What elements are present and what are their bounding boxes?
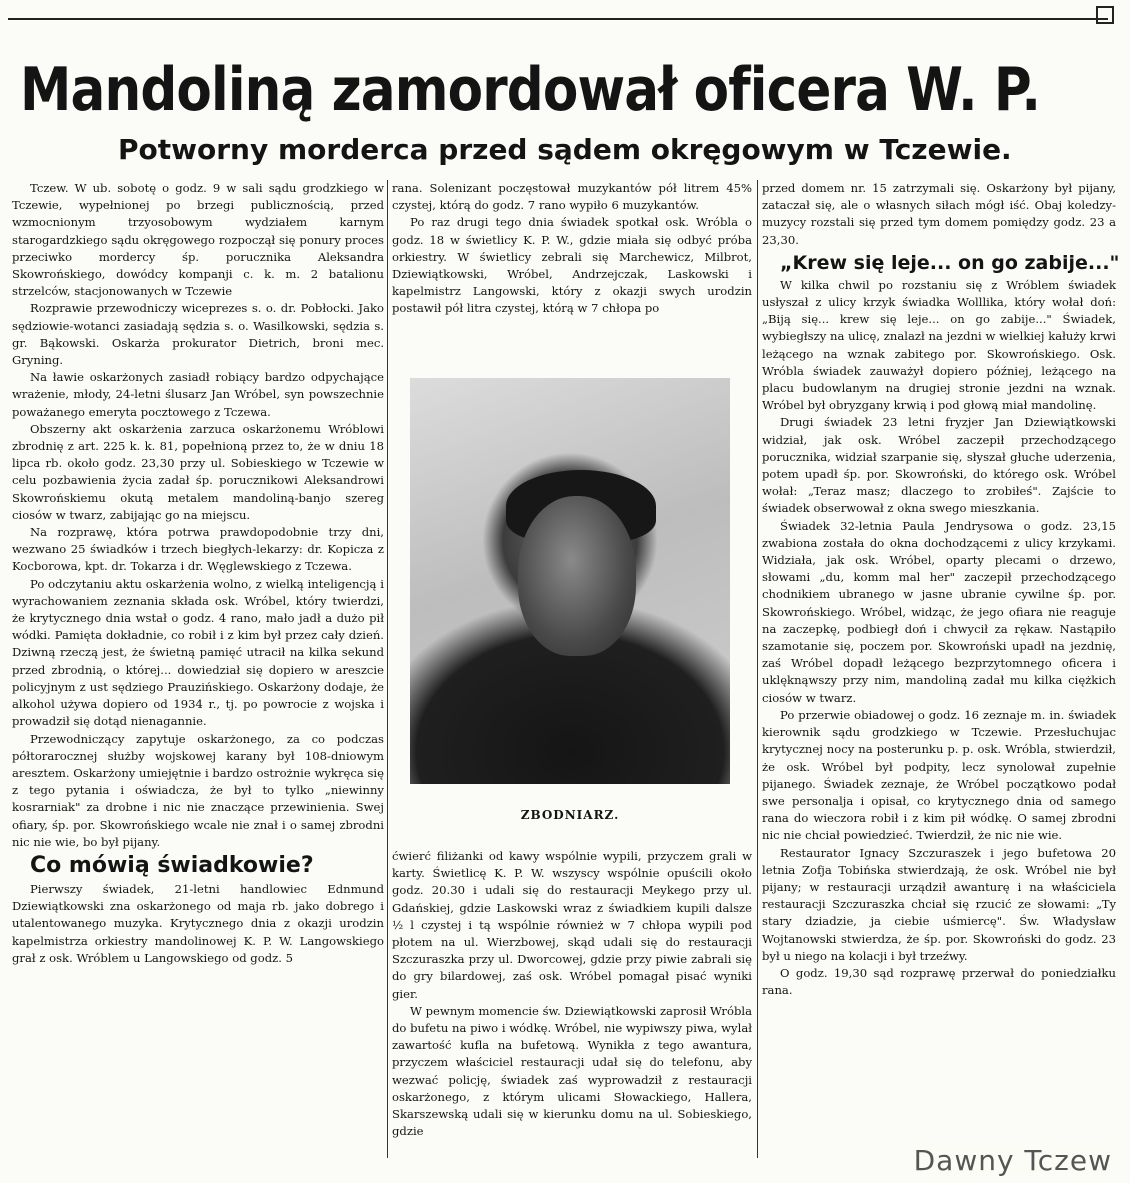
article-paragraph: W kilka chwil po rozstaniu się z Wróblem świadek usłyszał z ulicy krzyk świadka Wolllika, który wołał doń: „Biją się... krew się leje... on go zabije..." Świadek, wybiegłszy na ulicę, znalazł na jezdni w wielkiej kałuży krwi leżącego na wznak zabitego por. Skowrońskiego. Osk. Wróbla świadek zauważył dopiero później, leżącego na placu budowlanym na drugiej stronie jezdni na wznak. Wróbel był obryzgany krwią i pod głową miał mandolinę. [762,277,1116,413]
column-divider-2 [757,180,758,1158]
section-heading: Co mówią świadkowie? [30,852,314,878]
photo-face [518,496,636,656]
column-2-bottom [392,848,752,1140]
article-paragraph: Pierwszy świadek, 21-letni handlowiec Ednmund Dziewiątkowski zna oskarżonego od maja rb. jako dobrego i utalentowanego muzyka. Krytycznego dnia z okazji urodzin kapelmistrza orkiestry mandolinowej K. P. W. Langowskiego grał z osk. Wróblem u Langowskiego od godz. 5 [12,881,384,965]
column-3 [762,180,1120,999]
article-paragraph: O godz. 19,30 sąd rozprawę przerwał do poniedziałku rana. [762,965,1116,998]
article-paragraph: Drugi świadek 23 letni fryzjer Jan Dziewiątkowski widział, jak osk. Wróbel zaczepił przechodzącego porucznika, widział szarpanie się, słyszał głuche uderzenia, potem upadł śp. por. Skowroński, do którego osk. Wróbel wołał: „Teraz masz; dlaczego to zrobiłeś". Zajście to świadek obserwował z okna swego mieszkania. [762,415,1116,516]
article-paragraph: Obszerny akt oskarżenia zarzuca oskarżonemu Wróblowi zbrodnię z art. 225 k. k. 81, popełnioną przez to, że w dniu 18 lipca rb. około godz. 23,30 przy ul. Sobieskiego w Tczewie w celu pozbawienia życia zadał śp. porucznikowi Aleksandrowi Skowrońskiemu okutą metalem mandoliną-banjo szereg ciosów w twarz, zabijając go na miejscu. [12,421,384,522]
top-rule [8,18,1108,20]
photo-caption: ZBODNIARZ. [520,808,620,822]
column-2-top [392,180,752,318]
article-paragraph: Przewodniczący zapytuje oskarżonego, za co podczas półtorarocznej służby wojskowej karany był 108-dniowym aresztem. Oskarżony umiejętnie i bardzo ostrożnie wykręca się z tego pytania i oświadcza, że był to tylko „niewinny kosrarniak" za drobne i nic nie znaczące przewinienia. Swej ofiary, śp. por. Skowrońskiego wcale nie znał i o samej zbrodni nic nie wie, bo był pijany. [12,731,384,849]
article-paragraph: Na ławie oskarżonych zasiadł robiący bardzo odpychające wrażenie, młody, 24-letni ślusarz Jan Wróbel, syn powszechnie poważanego emeryta pocztowego z Tczewa. [12,370,384,419]
column-1 [12,180,384,967]
article-paragraph: Rozprawie przewodniczy wiceprezes s. o. dr. Pobłocki. Jako sędziowie-wotanci zasiadają sędzia s. o. Wasilkowski, sędzia s. gr. Bąkowski. Oskarża prokurator Dietrich, broni mec. Gryning. [12,301,384,368]
article-paragraph: Tczew. W ub. sobotę o godz. 9 w sali sądu grodzkiego w Tczewie, wypełnionej po brzegi publicznością, przed wzmocnionym trzyosobowym wydziałem karnym starogardzkiego sądu okręgowego rozpoczął się ponury proces przeciwko mordercy śp. porucznika Aleksandra Skowrońskiego, dowódcy kompanji c. k. m. 2 batalionu strzelców, stacjonowanych w Tczewie [12,181,384,299]
article-paragraph: W pewnym momencie św. Dziewiątkowski zaprosił Wróbla do bufetu na piwo i wódkę. Wróbel, nie wypiwszy piwa, wylał zawartość kufla na bufetową. Wynikła z tego awantura, przyczem właściciel restauracji udał się do telefonu, aby wezwać policję, świadek zaś wyprowadził z restauracji oskarżonego, z którym ulicami Słowackiego, Hallera, Skarszewską udali się w kierunku domu na ul. Sobieskiego, gdzie [392,1003,752,1139]
portrait-photo [410,378,730,784]
watermark: Dawny Tczew [913,1144,1112,1177]
article-paragraph: Restaurator Ignacy Szczuraszek i jego bufetowa 20 letnia Zofja Tobińska stwierdzają, że osk. Wróbel nie był pijany; w restauracji urządził awanturę i na właściciela restauracji Szczuraszka chciał się rzucić ze słowami: „Ty stary dziadzie, ja ciebie uśmiercę". Św. Władysław Wojtanowski stwierdza, że śp. por. Skowroński do godz. 23 był u niego na kolacji i był trzeźwy. [762,845,1116,963]
article-paragraph: ćwierć filiżanki od kawy wspólnie wypili, przyczem grali w karty. Świetlicę K. P. W. wszyscy wspólnie opuścili około godz. 20.30 i udali się do restauracji Meykego przy ul. Gdańskiej, gdzie Laskowski wraz z świadkiem kupili dalsze ½ l czystej i tą wspólnie również w 7 chłopa wypili pod płotem na ul. Wierzbowej, skąd udali się do restauracji Szczuraszka przy ul. Dworcowej, gdzie przy piwie zabrali się do gry bilardowej, zaś osk. Wróbel pomagał pisać wyniki gier. [392,849,752,1001]
article-paragraph: Świadek 32-letnia Paula Jendrysowa o godz. 23,15 zwabiona została do okna dochodzącemi z ulicy krzykami. Widziała, jak osk. Wróbel, oparty plecami o drzewo, słowami „du, komm mal her" zaczepił przechodzącego chodnikiem ubranego w jasne ubranie cywilne śp. por. Skowrońskiego. Wróbel, widząc, że jego ofiara nie reaguje na zaczepkę, podbiegł doń i chwycił za rękaw. Nastąpiło szamotanie się, poczem por. Skowroński upadł na jezdnię, zaś Wróbel dopadł leżącego bezprzytomnego oficera i uklęknąwszy przy nim, mandoliną zadał mu kilka ciężkich ciosów w twarz. [762,518,1116,705]
headline: Mandoliną zamordował oficera W. P. [20,55,1041,125]
column-divider-1 [387,180,388,1158]
article-paragraph: Po przerwie obiadowej o godz. 16 zeznaje m. in. świadek kierownik sądu grodzkiego w Tczewie. Przesłuchujac krytycznej nocy na posterunku p. p. osk. Wróbla, stwierdził, że osk. Wróbel był podpity, lecz synolował zupełnie pijanego. Świadek zeznaje, że Wróbel początkowo podał swe personalja i opisał, co krytycznego dnia od samego rana do wieczora robił i z kim pił wódkę. O samej zbrodni nic nie chciał powiedzieć. Twierdził, że nic nie wie. [762,707,1116,843]
article-paragraph: rana. Solenizant poczęstował muzykantów pół litrem 45% czystej, którą do godz. 7 rano wypiło 6 muzykantów. [392,181,752,213]
article-paragraph: Po odczytaniu aktu oskarżenia wolno, z wielką inteligencją i wyrachowaniem zeznania składa osk. Wróbel, który twierdzi, że krytycznego dnia wstał o godz. 4 rano, mało jadł a dużo pił wódki. Pamięta dokładnie, co robił i z kim był przez cały dzień. Dziwną rzeczą jest, że świetną pamięć utracił na kilka sekund przed zbrodnią, o której... dowiedział się dopiero w areszcie policyjnym z ust sędziego Prauzińskiego. Oskarżony dodaje, że alkohol używa dopiero od 1934 r., tj. po powrocie z wojska i prowadził się dotąd nienagannie. [12,576,384,729]
corner-box [1096,6,1114,24]
subheadline: Potworny morderca przed sądem okręgowym w Tczewie. [118,133,1012,166]
article-paragraph: Na rozprawę, która potrwa prawdopodobnie trzy dni, wezwano 25 świadków i trzech biegłych-lekarzy: dr. Kopicza z Kocborowa, kpt. dr. Tokarza i dr. Węglewskiego z Tczewa. [12,525,384,574]
article-paragraph: przed domem nr. 15 zatrzymali się. Oskarżony był pijany, zataczał się, ale o własnych siłach mógł iść. Obaj koledzy-muzycy rozstali się przed tym domem pomiędzy godz. 23 a 23,30. [762,181,1116,247]
section-heading: „Krew się leje... on go zabije..." [780,251,1120,274]
article-paragraph: Po raz drugi tego dnia świadek spotkał osk. Wróbla o godz. 18 w świetlicy K. P. W., gdzie miała się odbyć próba orkiestry. W świetlicy zebrali się Marchewicz, Milbrot, Dziewiątkowski, Wróbel, Andrzejczak, Laskowski i kapelmistrz Langowski, który z okazji swych urodzin postawił pół litra czystej, którą w 7 chłopa po [392,215,752,316]
